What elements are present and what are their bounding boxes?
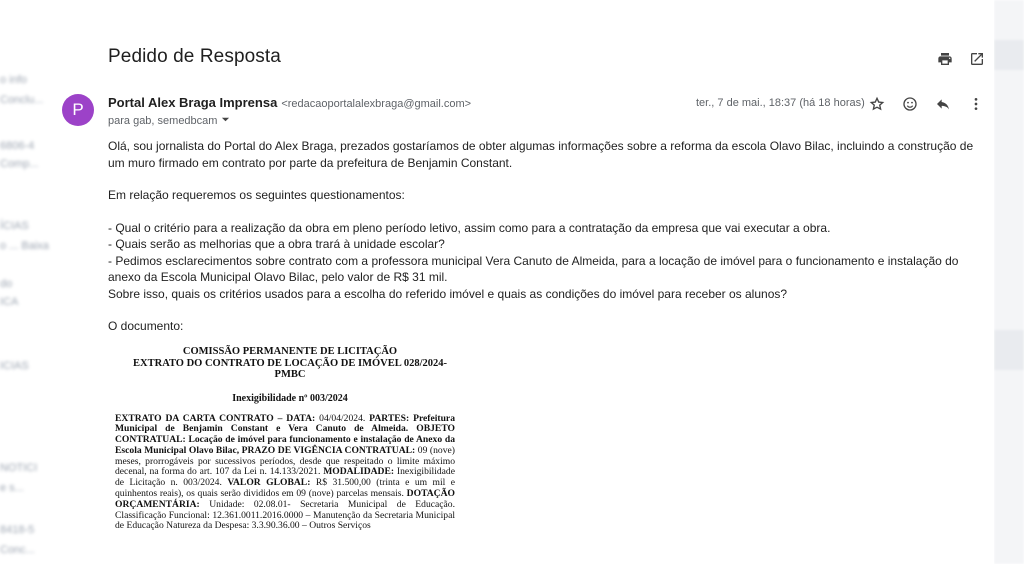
sender-line: [108, 95, 471, 110]
background-left-page: [0, 0, 60, 564]
document-title: COMISSÃO PERMANENTE DE LICITAÇÃO: [182, 346, 398, 357]
body-question: - Qual o critério para a realização da obra em pleno período letivo, assim como para a contratação da empresa que vai executar a obra.: [108, 220, 831, 235]
doc-bold: MODALIDADE:: [323, 466, 395, 478]
background-text: Comp...: [0, 158, 39, 170]
document-title: EXTRATO DO CONTRATO DE LOCAÇÃO DE IMÓVEL 028/2024-: [133, 357, 447, 369]
more-options-icon[interactable]: [967, 95, 985, 113]
background-text: o ... Baixa: [0, 240, 49, 252]
background-text: ICIAS: [0, 360, 29, 372]
recipients: para gab, semedbcam: [108, 115, 218, 127]
email-body: [108, 138, 988, 335]
body-paragraph: O documento:: [108, 319, 184, 333]
doc-bold: VALOR GLOBAL:: [227, 477, 311, 489]
chevron-down-icon[interactable]: [221, 115, 230, 127]
star-icon[interactable]: [868, 95, 886, 113]
background-text: 8418-5: [0, 524, 35, 536]
doc-bold: EXTRATO DA CARTA CONTRATO – DATA:: [115, 412, 316, 424]
open-in-new-window-icon[interactable]: [968, 50, 986, 68]
doc-bold: OBJETO CONTRATUAL:: [115, 423, 456, 446]
email-view: [60, 0, 994, 564]
body-question: Sobre isso, quais os critérios usados para a escolha do referido imóvel e quais as condições do imóvel para receber os alunos?: [108, 286, 788, 301]
reply-icon[interactable]: [934, 95, 952, 113]
background-text: do: [0, 278, 13, 290]
body-question: - Pedimos esclarecimentos sobre contrato com a professora municipal Vera Canuto de Almeida, para a locação de imóvel para o funcionamento e instalação do anexo da Escola Municipal Olavo Bilac, pelo valor de R$ 31 mil.: [108, 253, 959, 284]
document-inexigibilidade: Inexigibilidade nº 003/2024: [232, 392, 348, 404]
sender-name[interactable]: Portal Alex Braga Imprensa: [108, 95, 278, 110]
doc-bold: DOTAÇÃO ORÇAMENTÁRIA:: [115, 488, 455, 510]
doc-text: Unidade: 02.08.01- Secretaria Municipal de Educação. Classificação Funcional: 12.361.0011.2016.0000 – Manutenção da Secretaria Municipal de Educação Natureza da Despesa: 3.3.90.36.00 – Outros Serviços: [115, 498, 455, 532]
background-text: 6806-4: [0, 140, 35, 152]
background-right-page: [994, 0, 1024, 564]
body-paragraph: Em relação requeremos os seguintes questionamentos:: [108, 188, 405, 202]
body-question: - Quais serão as melhorias que a obra trará à unidade escolar?: [108, 237, 445, 251]
doc-text: Inexigibilidade de Licitação n. 003/2024.: [115, 466, 455, 489]
doc-text: 09 (nove) meses, prorrogáveis por sucessivos períodos, desde que respeitado o limite máximo decenal, na forma do art. 107 da Lei n. 14.133/2021.: [115, 444, 455, 478]
background-text: e s...: [0, 482, 24, 494]
background-text: ICA: [0, 296, 19, 308]
attached-document-image: [115, 346, 465, 532]
document-title: PMBC: [274, 369, 306, 380]
body-paragraph: Olá, sou jornalista do Portal do Alex Braga, prezados gostaríamos de obter algumas informações sobre a reforma da escola Olavo Bilac, incluindo a construção de um muro firmado em contrato por parte da prefeitura de Benjamin Constant.: [108, 139, 974, 170]
doc-text: R$ 31.500,00 (trinta e um mil e quinhentos reais), os quais serão divididos em 09 (nove) parcelas mensais.: [115, 477, 455, 500]
document-text: [115, 414, 455, 533]
background-text: Conc...: [0, 544, 35, 556]
emoji-icon[interactable]: [901, 95, 919, 113]
message-actions: [868, 95, 985, 113]
doc-bold: Locação de imóvel para funcionamento e instalação de Anexo da Escola Municipal Olavo Bilac,: [115, 434, 455, 456]
background-text: NOTICI: [0, 462, 38, 474]
email-subject: Pedido de Resposta: [108, 46, 281, 67]
doc-bold: Prefeitura Municipal de Benjamin Constant e Vera Canuto de Almeida.: [115, 412, 455, 435]
email-date: ter., 7 de mai., 18:37 (há 18 horas): [696, 97, 865, 109]
sender-email: <redacaoportalalexbraga@gmail.com>: [281, 98, 472, 110]
print-icon[interactable]: [936, 50, 954, 68]
background-text: ÍCIAS: [0, 220, 29, 232]
doc-bold: PARTES:: [369, 412, 410, 424]
doc-bold: PRAZO DE VIGÊNCIA CONTRATUAL:: [241, 444, 416, 456]
background-text: o info: [0, 74, 27, 86]
avatar[interactable]: P: [62, 94, 94, 126]
recipients-line[interactable]: [108, 115, 230, 127]
background-text: Conclu...: [0, 94, 44, 106]
thread-actions: [936, 50, 986, 68]
doc-text: 04/04/2024.: [315, 412, 370, 424]
